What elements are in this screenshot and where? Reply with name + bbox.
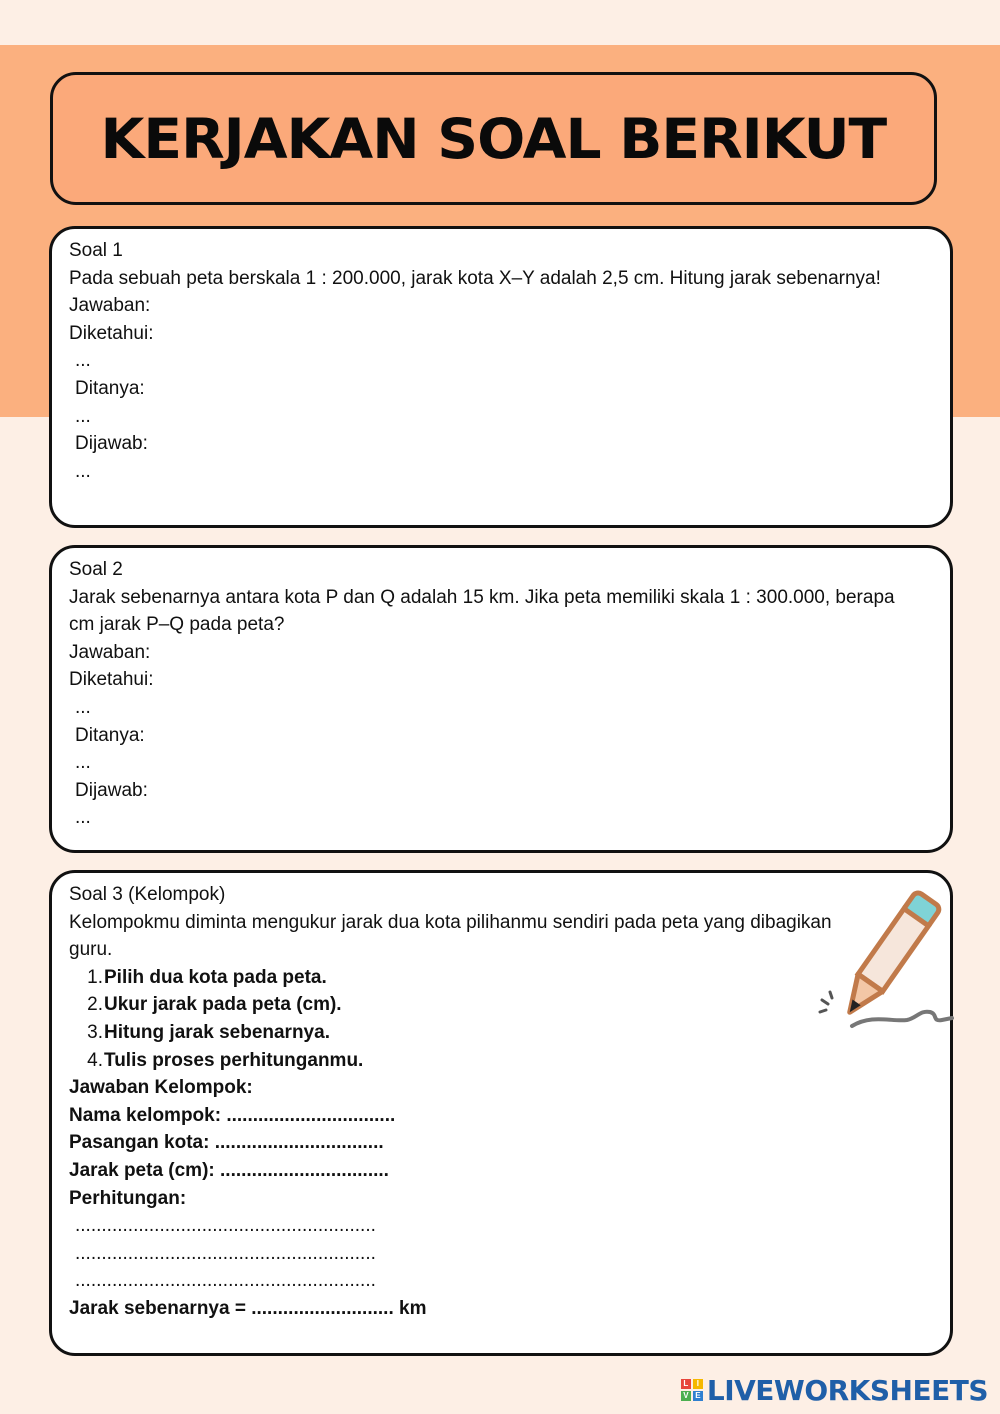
soal-2-diketahui-answer[interactable]: ... [75, 696, 91, 718]
perhitungan-line-1[interactable]: ......................................................... [75, 1215, 376, 1237]
nama-kelompok-field[interactable]: Nama kelompok: ................................ [69, 1104, 396, 1126]
soal-2-ditanya-label: Ditanya: [75, 724, 145, 746]
soal-1-ditanya-answer[interactable]: ... [75, 405, 91, 427]
jarak-sebenarnya-field[interactable]: Jarak sebenarnya = ........................... km [69, 1297, 427, 1319]
step-text: Hitung jarak sebenarnya. [104, 1021, 330, 1043]
soal-1-diketahui-label: Diketahui: [69, 322, 154, 344]
soal-1-jawaban-label: Jawaban: [69, 295, 151, 317]
perhitungan-label: Perhitungan: [69, 1187, 187, 1209]
soal-2-heading: Soal 2 [69, 559, 123, 580]
soal-1-heading: Soal 1 [69, 240, 123, 261]
step-text: Pilih dua kota pada peta. [104, 966, 327, 988]
title-box [50, 72, 937, 205]
perhitungan-line-2[interactable]: ......................................................... [75, 1242, 376, 1264]
pencil-icon [812, 884, 962, 1034]
soal-2-dijawab-answer[interactable]: ... [75, 807, 91, 829]
soal-2-diketahui-label: Diketahui: [69, 669, 154, 691]
logo-letter: I [693, 1379, 703, 1389]
soal-1-dijawab-label: Dijawab: [75, 433, 148, 455]
brand-name: LIVEWORKSHEETS [706, 1373, 988, 1407]
jawaban-kelompok-label: Jawaban Kelompok: [69, 1077, 253, 1099]
soal-3-heading: Soal 3 (Kelompok) [69, 884, 226, 905]
step-item [69, 1019, 932, 1047]
logo-letter: V [681, 1391, 691, 1401]
pasangan-kota-field[interactable]: Pasangan kota: ................................ [69, 1132, 384, 1154]
step-item [69, 964, 932, 992]
soal-2-question: Jarak sebenarnya antara kota P dan Q adalah 15 km. Jika peta memiliki skala 1 : 300.000, berapa cm jarak P–Q pada peta? [69, 586, 895, 636]
step-number: 4. [87, 1049, 103, 1071]
logo-letter: L [681, 1379, 691, 1389]
step-text: Tulis proses perhitunganmu. [104, 1049, 364, 1071]
step-text: Ukur jarak pada peta (cm). [104, 994, 342, 1016]
step-number: 2. [87, 994, 103, 1016]
logo-grid-icon [681, 1379, 703, 1401]
perhitungan-line-3[interactable]: ......................................................... [75, 1270, 376, 1292]
soal-1-question: Pada sebuah peta berskala 1 : 200.000, jarak kota X–Y adalah 2,5 cm. Hitung jarak sebenarnya! [69, 267, 881, 289]
step-number: 3. [87, 1021, 103, 1043]
soal-1-ditanya-label: Ditanya: [75, 377, 145, 399]
liveworksheets-logo[interactable] [681, 1373, 988, 1407]
step-number: 1. [87, 966, 103, 988]
soal-1-dijawab-answer[interactable]: ... [75, 460, 91, 482]
soal-2-ditanya-answer[interactable]: ... [75, 752, 91, 774]
logo-letter: E [693, 1391, 703, 1401]
soal-3-question: Kelompokmu diminta mengukur jarak dua kota pilihanmu sendiri pada peta yang dibagikan guru. [69, 911, 832, 961]
soal-3-steps [69, 964, 932, 1074]
page-title: KERJAKAN SOAL BERIKUT [100, 106, 887, 171]
step-item [69, 1047, 932, 1075]
soal-1-card [49, 226, 953, 528]
soal-2-dijawab-label: Dijawab: [75, 779, 148, 801]
soal-2-jawaban-label: Jawaban: [69, 641, 151, 663]
step-item [69, 991, 932, 1019]
soal-1-diketahui-answer[interactable]: ... [75, 350, 91, 372]
jarak-peta-field[interactable]: Jarak peta (cm): ................................ [69, 1159, 389, 1181]
soal-2-card [49, 545, 953, 853]
